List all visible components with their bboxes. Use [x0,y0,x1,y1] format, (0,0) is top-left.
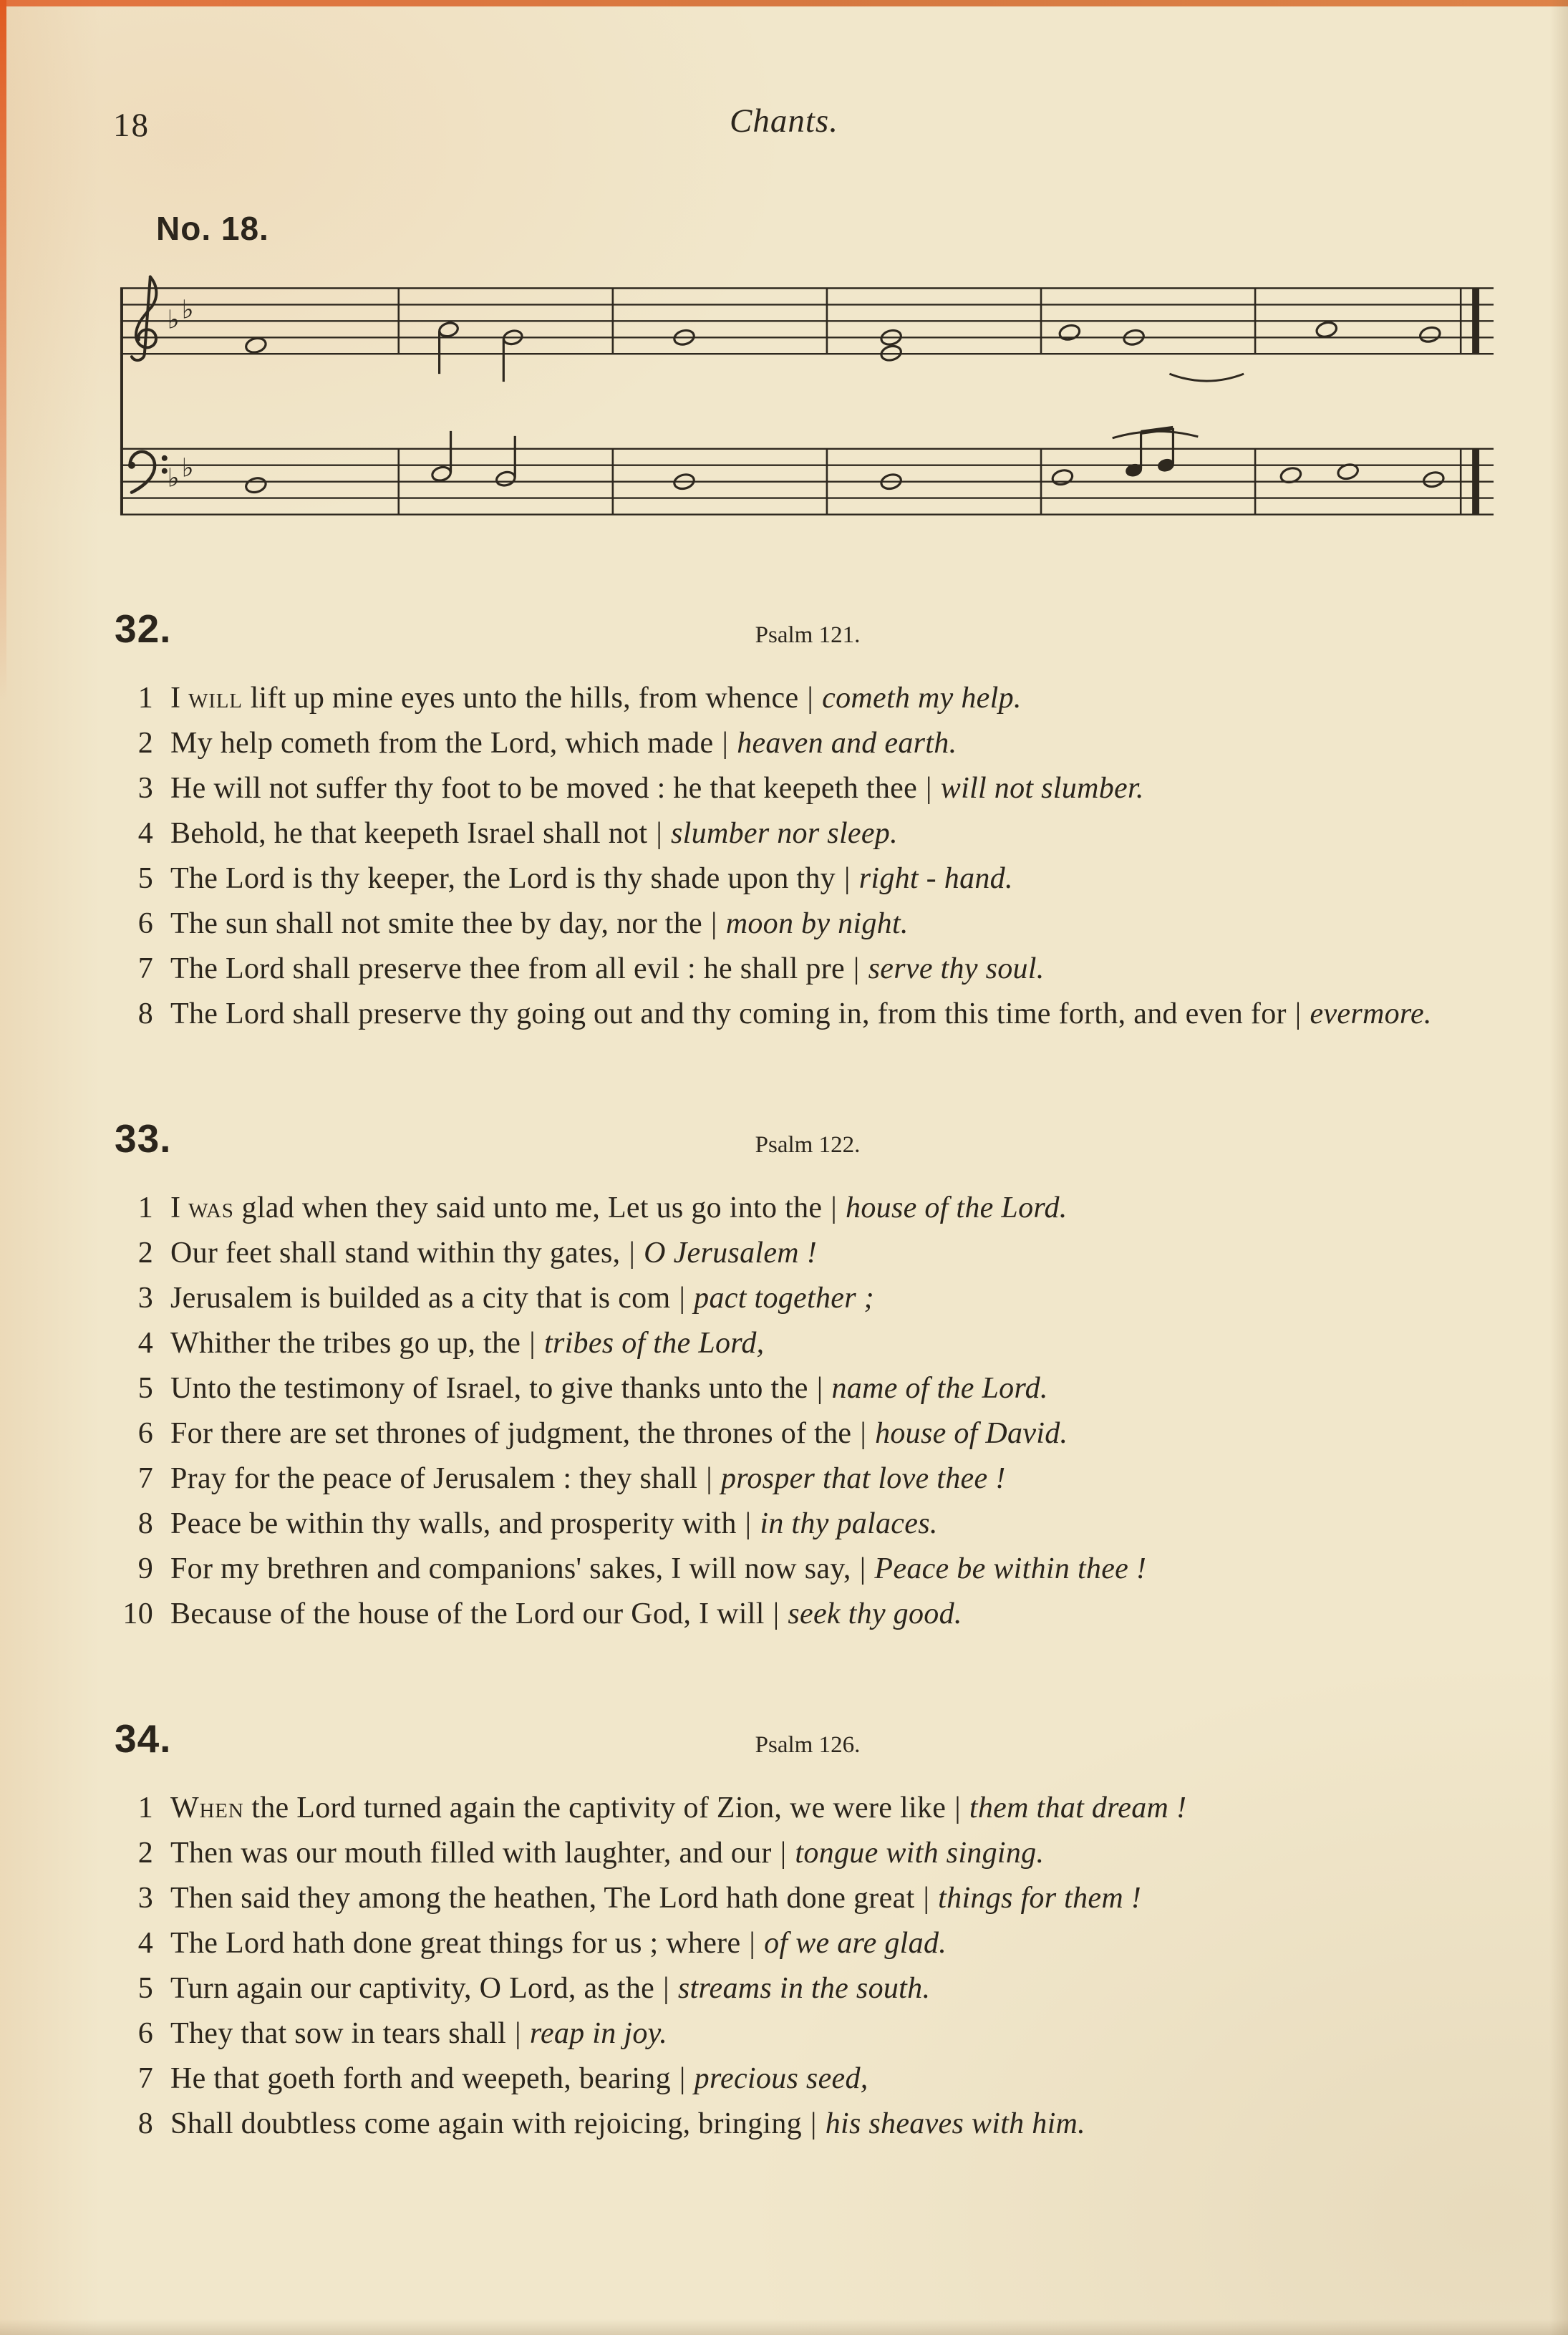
verse-divider: | [749,1927,756,1960]
verse-number: 3 [137,772,153,805]
verse-divider: | [529,1327,536,1360]
verse-italic: slumber nor sleep. [671,817,898,850]
verse-number: 6 [137,907,153,940]
verse-divider: | [816,1372,823,1405]
verse-body: The Lord hath done great things for us ; where [170,1927,741,1960]
verse-row [113,2011,1502,2056]
flat-icon [168,295,194,493]
verse-number: 7 [137,1462,153,1495]
psalm-section [113,1717,1502,2147]
verse-divider: | [711,907,717,940]
verse-divider: | [706,1462,712,1495]
verse-text [153,901,1502,947]
verse-row [113,1502,1502,1547]
verse-divider: | [853,952,860,985]
verse-row [113,1231,1502,1276]
verse-body: Pray for the peace of Jerusalem : they shall [170,1462,698,1495]
verse-italic: cometh my help. [822,682,1022,715]
whole-note [1058,324,1081,342]
verse-number: 10 [122,1597,153,1630]
verse-body: Jerusalem is builded as a city that is com [170,1282,671,1315]
verse-row [113,1921,1502,1966]
verse-body: The sun shall not smite thee by day, nor the [170,907,702,940]
verse-divider: | [722,727,729,760]
verse-divider: | [780,1837,787,1870]
verse-row [113,947,1502,992]
verse-italic: seek thy good. [788,1597,962,1630]
verse-divider: | [923,1882,930,1915]
verse-number: 5 [137,862,153,895]
verse-italic: of we are glad. [764,1927,947,1960]
verse-number: 3 [137,1282,153,1315]
verse-italic: tribes of the Lord, [543,1327,765,1360]
verse-divider: | [773,1597,780,1630]
verse-row [113,676,1502,721]
verse-italic: them that dream ! [969,1792,1187,1824]
verse-divider: | [831,1191,838,1224]
half-note [431,465,453,483]
barlines [399,288,1255,514]
verse-text [153,1321,1502,1366]
verse-number: 7 [137,952,153,985]
verse-row [113,1366,1502,1411]
verse-italic: Peace be within thee ! [874,1552,1147,1585]
section-heading [113,607,1502,652]
verse-row [113,1547,1502,1592]
verse-row [113,1411,1502,1456]
verse-number: 1 [137,1792,153,1824]
whole-note [1422,470,1445,489]
verse-text [153,1502,1502,1547]
section-number: 33. [115,1116,172,1161]
verse-text [153,2056,1502,2102]
verse-italic: things for them ! [938,1882,1142,1915]
treble-clef-icon [132,277,156,361]
verse-body: Peace be within thy walls, and prosperity with [170,1507,737,1540]
verse-number: 1 [137,682,153,715]
verse-number: 5 [137,1372,153,1405]
verse-text [153,1876,1502,1921]
psalm-section [113,1117,1502,1637]
verse-row [113,1321,1502,1366]
section-heading [113,1117,1502,1161]
psalm-label: Psalm 126. [755,1732,861,1758]
page-edge-right [1549,0,1568,2335]
verse-italic: prosper that love thee ! [720,1462,1006,1495]
verse-italic: streams in the south. [677,1972,931,2005]
treble-staff [120,288,1494,354]
half-note [495,470,516,488]
verse-number: 3 [137,1882,153,1915]
verse-row [113,1186,1502,1231]
verse-italic: reap in joy. [529,2017,668,2050]
whole-note [1051,468,1074,487]
svg-text:♭: ♭ [181,453,194,483]
verse-italic: serve thy soul. [868,952,1045,985]
verse-row [113,721,1502,766]
verse-italic: pact together ; [694,1282,874,1315]
verse-number: 6 [137,1417,153,1450]
section-number: 32. [115,606,172,651]
verse-body: He will not suffer thy foot to be moved : he that keepeth thee [170,772,918,805]
svg-text:♭: ♭ [167,463,180,493]
verse-divider: | [679,1282,686,1315]
verse-row [113,856,1502,901]
page-edge-bottom [0,2319,1568,2335]
verse-row [113,2056,1502,2102]
verse-italic: tongue with singing. [795,1837,1045,1870]
running-title: Chants. [730,102,838,140]
verse-italic: his sheaves with him. [825,2107,1085,2140]
verse-row [113,992,1502,1037]
verse-body: Then said they among the heathen, The Lord hath done great [170,1882,915,1915]
verse-text [153,811,1502,856]
section-number: 34. [115,1716,172,1761]
verse-divider: | [663,1972,669,2005]
verse-text [153,1186,1502,1231]
verse-body: For there are set thrones of judgment, the thrones of the [170,1417,852,1450]
half-note [438,321,460,338]
verse-text [153,1831,1502,1876]
verse-smallcaps: was [188,1191,234,1224]
verse-body: the Lord turned again the captivity of Zion, we were like [243,1792,947,1824]
verse-divider: | [515,2017,521,2050]
verse-text [153,2102,1502,2147]
page-edge-top [0,0,1568,6]
verse-text [153,1456,1502,1502]
verse-body: Because of the house of the Lord our God, I will [170,1597,765,1630]
verse-body: Then was our mouth filled with laughter, and our [170,1837,772,1870]
verse-italic: right - hand. [858,862,1013,895]
verse-body: Shall doubtless come again with rejoicing, bringing [170,2107,802,2140]
music-notation [113,266,1505,538]
verse-body: Whither the tribes go up, the [170,1327,521,1360]
verse-body: For my brethren and companions' sakes, I will now say, [170,1552,851,1585]
page-number: 18 [113,107,150,144]
verse-number: 9 [137,1552,153,1585]
svg-text:♭: ♭ [181,295,194,325]
verse-row [113,1592,1502,1637]
verse-divider: | [859,1552,866,1585]
verse-text [153,856,1502,901]
verse-body: glad when they said unto me, Let us go into the [233,1191,823,1224]
verse-row [113,1276,1502,1321]
verse-divider: | [745,1507,752,1540]
verse-lead: I [170,1191,189,1224]
verse-italic: house of the Lord. [846,1191,1068,1224]
final-barline [1461,288,1479,514]
slur [1169,374,1244,381]
verse-body: My help cometh from the Lord, which made [170,727,714,760]
verse-number: 8 [137,997,153,1030]
verse-text [153,1921,1502,1966]
verse-list [113,1786,1502,2147]
verse-number: 4 [137,1327,153,1360]
verse-lead: I [170,682,189,715]
verse-divider: | [1294,997,1302,1030]
verse-number: 4 [137,817,153,850]
verse-text [153,1366,1502,1411]
verse-body: The Lord shall preserve thy going out and thy coming in, from this time forth, and even for [170,997,1287,1030]
verse-list [113,1186,1502,1637]
verse-row [113,2102,1502,2147]
verse-divider: | [656,817,663,850]
verse-number: 1 [137,1191,153,1224]
verse-italic: will not slumber. [940,772,1144,805]
verse-number: 2 [137,1837,153,1870]
verse-italic: evermore. [1310,997,1432,1030]
verse-row [113,901,1502,947]
verse-italic: O Jerusalem ! [644,1237,818,1270]
sections [113,607,1502,2147]
verse-text [153,2011,1502,2056]
verse-smallcaps: When [170,1792,244,1824]
verse-row [113,1786,1502,1831]
verse-text [153,766,1502,811]
verse-row [113,1966,1502,2011]
verse-divider: | [807,682,814,715]
music-number-label: No. 18. [156,210,269,247]
verse-italic: house of David. [875,1417,1068,1450]
bass-clef-icon [128,452,168,493]
verse-text [153,1786,1502,1831]
whole-note [244,476,267,495]
verse-smallcaps: will [188,682,243,715]
verse-body: Behold, he that keepeth Israel shall not [170,817,648,850]
verse-divider: | [860,1417,867,1450]
treble-notes [244,321,1441,382]
verse-italic: in thy palaces. [760,1507,938,1540]
verse-number: 4 [137,1927,153,1960]
psalm-section [113,607,1502,1037]
verse-body: Unto the testimony of Israel, to give thanks unto the [170,1372,808,1405]
whole-note [244,336,267,354]
whole-note [1315,321,1338,339]
verse-body: He that goeth forth and weepeth, bearing [170,2062,671,2095]
verse-text [153,1411,1502,1456]
bass-notes [244,428,1445,495]
verse-row [113,811,1502,856]
verse-list [113,676,1502,1037]
psalm-label: Psalm 121. [755,622,861,648]
verse-divider: | [843,862,851,895]
verse-body: The Lord is thy keeper, the Lord is thy shade upon thy [170,862,836,895]
verse-text [153,947,1502,992]
eighth-notes [1126,428,1174,477]
verse-number: 7 [137,2062,153,2095]
verse-body: Our feet shall stand within thy gates, [170,1237,621,1270]
verse-divider: | [954,1792,961,1824]
verse-text [153,1966,1502,2011]
verse-number: 2 [137,727,153,760]
verse-text [153,1276,1502,1321]
verse-text [153,992,1502,1037]
whole-note [1418,326,1441,344]
verse-row [113,1456,1502,1502]
verse-number: 5 [137,1972,153,2005]
svg-text:♭: ♭ [167,305,180,335]
verse-divider: | [629,1237,636,1270]
verse-number: 2 [137,1237,153,1270]
verse-text [153,721,1502,766]
verse-number: 8 [137,2107,153,2140]
verse-italic: precious seed, [694,2062,868,2095]
verse-number: 8 [137,1507,153,1540]
verse-body: The Lord shall preserve thee from all evil : he shall pre [170,952,845,985]
verse-text [153,1547,1502,1592]
verse-body: lift up mine eyes unto the hills, from whence [242,682,799,715]
verse-number: 6 [137,2017,153,2050]
verse-body: Turn again our captivity, O Lord, as the [170,1972,655,2005]
verse-italic: moon by night. [725,907,909,940]
verse-text [153,1592,1502,1637]
verse-row [113,1876,1502,1921]
section-heading [113,1717,1502,1761]
psalm-label: Psalm 122. [755,1132,861,1158]
verse-italic: heaven and earth. [737,727,957,760]
verse-italic: name of the Lord. [831,1372,1048,1405]
verse-text [153,1231,1502,1276]
verse-divider: | [679,2062,686,2095]
verse-divider: | [926,772,932,805]
verse-divider: | [810,2107,817,2140]
verse-body: They that sow in tears shall [170,2017,507,2050]
verse-text [153,676,1502,721]
verse-row [113,766,1502,811]
verse-row [113,1831,1502,1876]
